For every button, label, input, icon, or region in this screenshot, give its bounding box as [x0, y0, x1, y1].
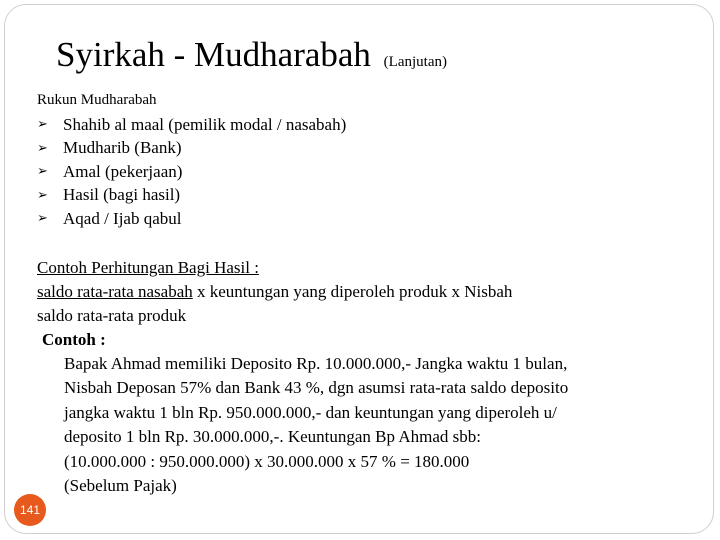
list-item-text: Shahib al maal (pemilik modal / nasabah) — [63, 114, 347, 134]
arrow-bullet-icon: ➢ — [37, 140, 48, 156]
section-subtitle: Rukun Mudharabah — [37, 92, 157, 108]
title-main: Syirkah - Mudharabah — [56, 35, 371, 74]
list-item — [37, 160, 346, 184]
formula-numerator: saldo rata-rata nasabah — [37, 282, 193, 301]
formula-line-2: saldo rata-rata produk — [37, 306, 187, 325]
list-item — [37, 184, 346, 208]
list-item-text: Aqad / Ijab qabul — [63, 208, 182, 228]
list-item — [37, 207, 346, 231]
example-block — [64, 352, 568, 498]
title-suffix: (Lanjutan) — [383, 54, 447, 70]
rukun-list — [37, 113, 346, 231]
formula-rest: x keuntungan yang diperoleh produk x Nisbah — [192, 282, 513, 301]
example-line: Nisbah Deposan 57% dan Bank 43 %, dgn asumsi rata-rata saldo deposito — [64, 378, 569, 398]
example-label: Contoh : — [42, 330, 106, 349]
arrow-bullet-icon: ➢ — [37, 117, 48, 133]
list-item-text: Amal (pekerjaan) — [63, 161, 183, 181]
example-line: jangka waktu 1 bln Rp. 950.000.000,- dan keuntungan yang diperoleh u/ — [64, 402, 557, 422]
example-line: Bapak Ahmad memiliki Deposito Rp. 10.000.000,- Jangka waktu 1 bulan, — [64, 354, 568, 373]
formula-line-1 — [37, 280, 512, 304]
calculation-section — [37, 256, 512, 328]
list-item-text: Hasil (bagi hasil) — [63, 185, 181, 205]
list-item — [37, 113, 346, 137]
example-line: (Sebelum Pajak) — [64, 476, 177, 496]
example-line: deposito 1 bln Rp. 30.000.000,-. Keuntungan Bp Ahmad sbb: — [64, 427, 481, 447]
arrow-bullet-icon: ➢ — [37, 211, 48, 227]
list-item-text: Mudharib (Bank) — [63, 138, 182, 158]
example-line: (10.000.000 : 950.000.000) x 30.000.000 x 57 % = 180.000 — [64, 451, 470, 471]
calc-heading: Contoh Perhitungan Bagi Hasil : — [37, 258, 259, 277]
page-number-badge: 141 — [14, 494, 46, 526]
arrow-bullet-icon: ➢ — [37, 187, 48, 203]
slide-title — [56, 30, 447, 87]
list-item — [37, 137, 346, 161]
arrow-bullet-icon: ➢ — [37, 164, 48, 180]
